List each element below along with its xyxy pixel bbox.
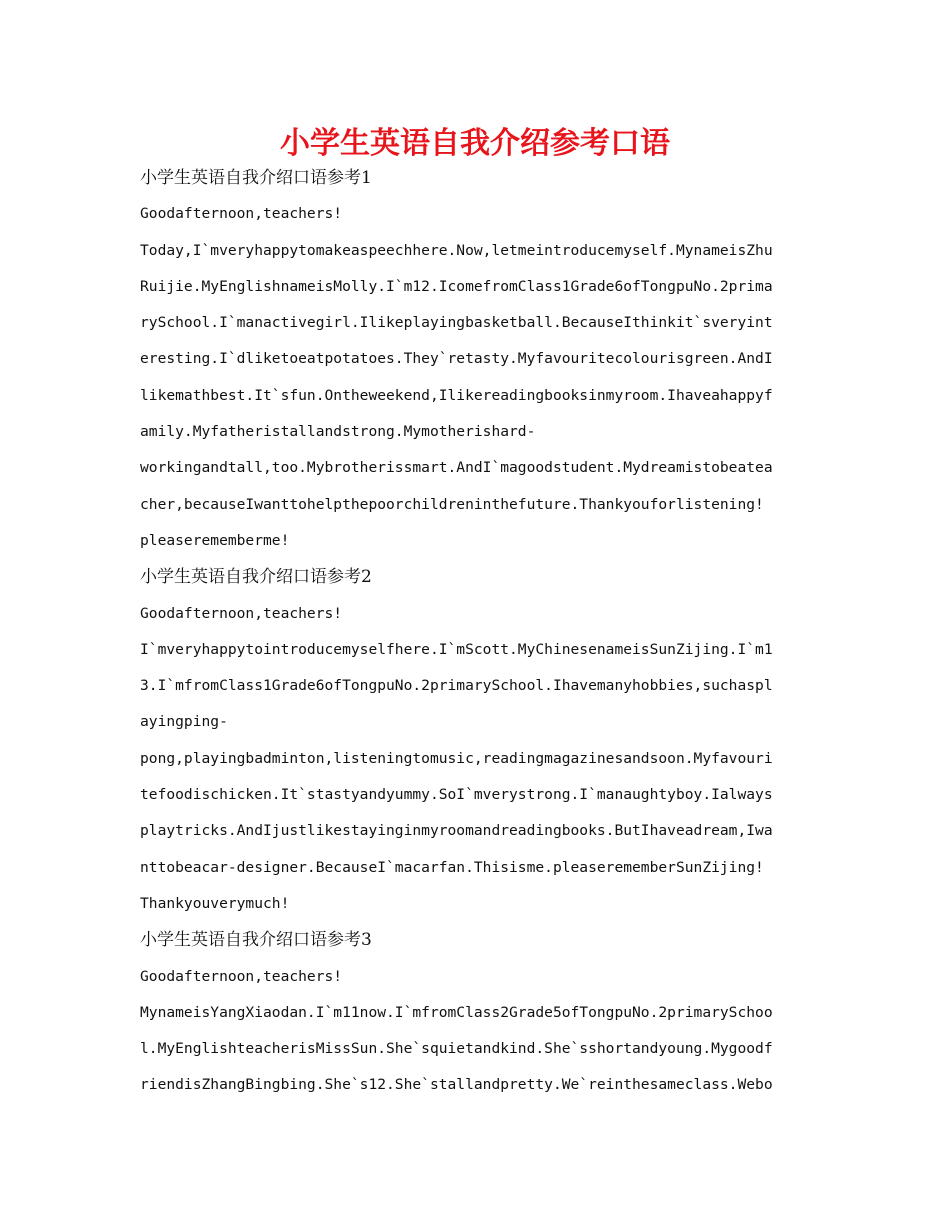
text-line: cher,becauseIwanttohelpthepoorchildreninthefuture.Thankyouforlistening!	[140, 495, 764, 513]
document-title: 小学生英语自我介绍参考口语	[280, 126, 670, 161]
text-line: Today,I`mveryhappytomakeaspeechhere.Now,letmeintroducemyself.MynameisZhu	[140, 241, 773, 259]
text-line: Goodafternoon,teachers!	[140, 967, 343, 985]
text-line: MynameisYangXiaodan.I`m11now.I`mfromClass2Grade5ofTongpuNo.2primarySchoo	[140, 1003, 773, 1021]
text-line: Goodafternoon,teachers!	[140, 604, 343, 622]
document-body	[140, 160, 812, 1104]
section-heading: 小学生英语自我介绍口语参考1	[140, 168, 372, 188]
text-line: nttobeacar-designer.BecauseI`macarfan.Thisisme.pleaserememberSunZijing!	[140, 858, 764, 876]
text-line: likemathbest.It`sfun.Ontheweekend,Ilikereadingbooksinmyroom.Ihaveahappyf	[140, 386, 773, 404]
text-line: I`mveryhappytointroducemyselfhere.I`mScott.MyChinesenameisSunZijing.I`m1	[140, 640, 773, 658]
text-line: Goodafternoon,teachers!	[140, 205, 343, 223]
text-line: eresting.I`dliketoeatpotatoes.They`retasty.Myfavouritecolourisgreen.AndI	[140, 350, 773, 368]
text-line: pleaserememberme!	[140, 531, 290, 549]
text-line: Ruijie.MyEnglishnameisMolly.I`m12.IcomefromClass1Grade6ofTongpuNo.2prima	[140, 277, 773, 295]
text-line: pong,playingbadminton,listeningtomusic,readingmagazinesandsoon.Myfavouri	[140, 749, 773, 767]
text-line: Thankyouverymuch!	[140, 894, 290, 912]
text-line: riendisZhangBingbing.She`s12.She`stallandpretty.We`reinthesameclass.Webo	[140, 1076, 773, 1094]
text-line: ayingping-	[140, 713, 228, 731]
section-heading: 小学生英语自我介绍口语参考2	[140, 567, 372, 588]
text-line: playtricks.AndIjustlikestayinginmyroomandreadingbooks.ButIhaveadream,Iwa	[140, 822, 773, 840]
text-line: 3.I`mfromClass1Grade6ofTongpuNo.2primarySchool.Ihavemanyhobbies,suchaspl	[140, 677, 773, 695]
text-line: rySchool.I`manactivegirl.Ilikeplayingbasketball.BecauseIthinkit`sveryint	[140, 314, 773, 332]
text-line: l.MyEnglishteacherisMissSun.She`squietandkind.She`sshortandyoung.Mygoodf	[140, 1040, 773, 1058]
text-line: workingandtall,too.Mybrotherissmart.AndI`magoodstudent.Mydreamistobeatea	[140, 459, 773, 477]
text-line: tefoodischicken.It`stastyandyummy.SoI`mverystrong.I`manaughtyboy.Ialways	[140, 786, 773, 804]
text-line: amily.Myfatheristallandstrong.Mymotherishard-	[140, 423, 536, 441]
section-heading: 小学生英语自我介绍口语参考3	[140, 930, 372, 951]
